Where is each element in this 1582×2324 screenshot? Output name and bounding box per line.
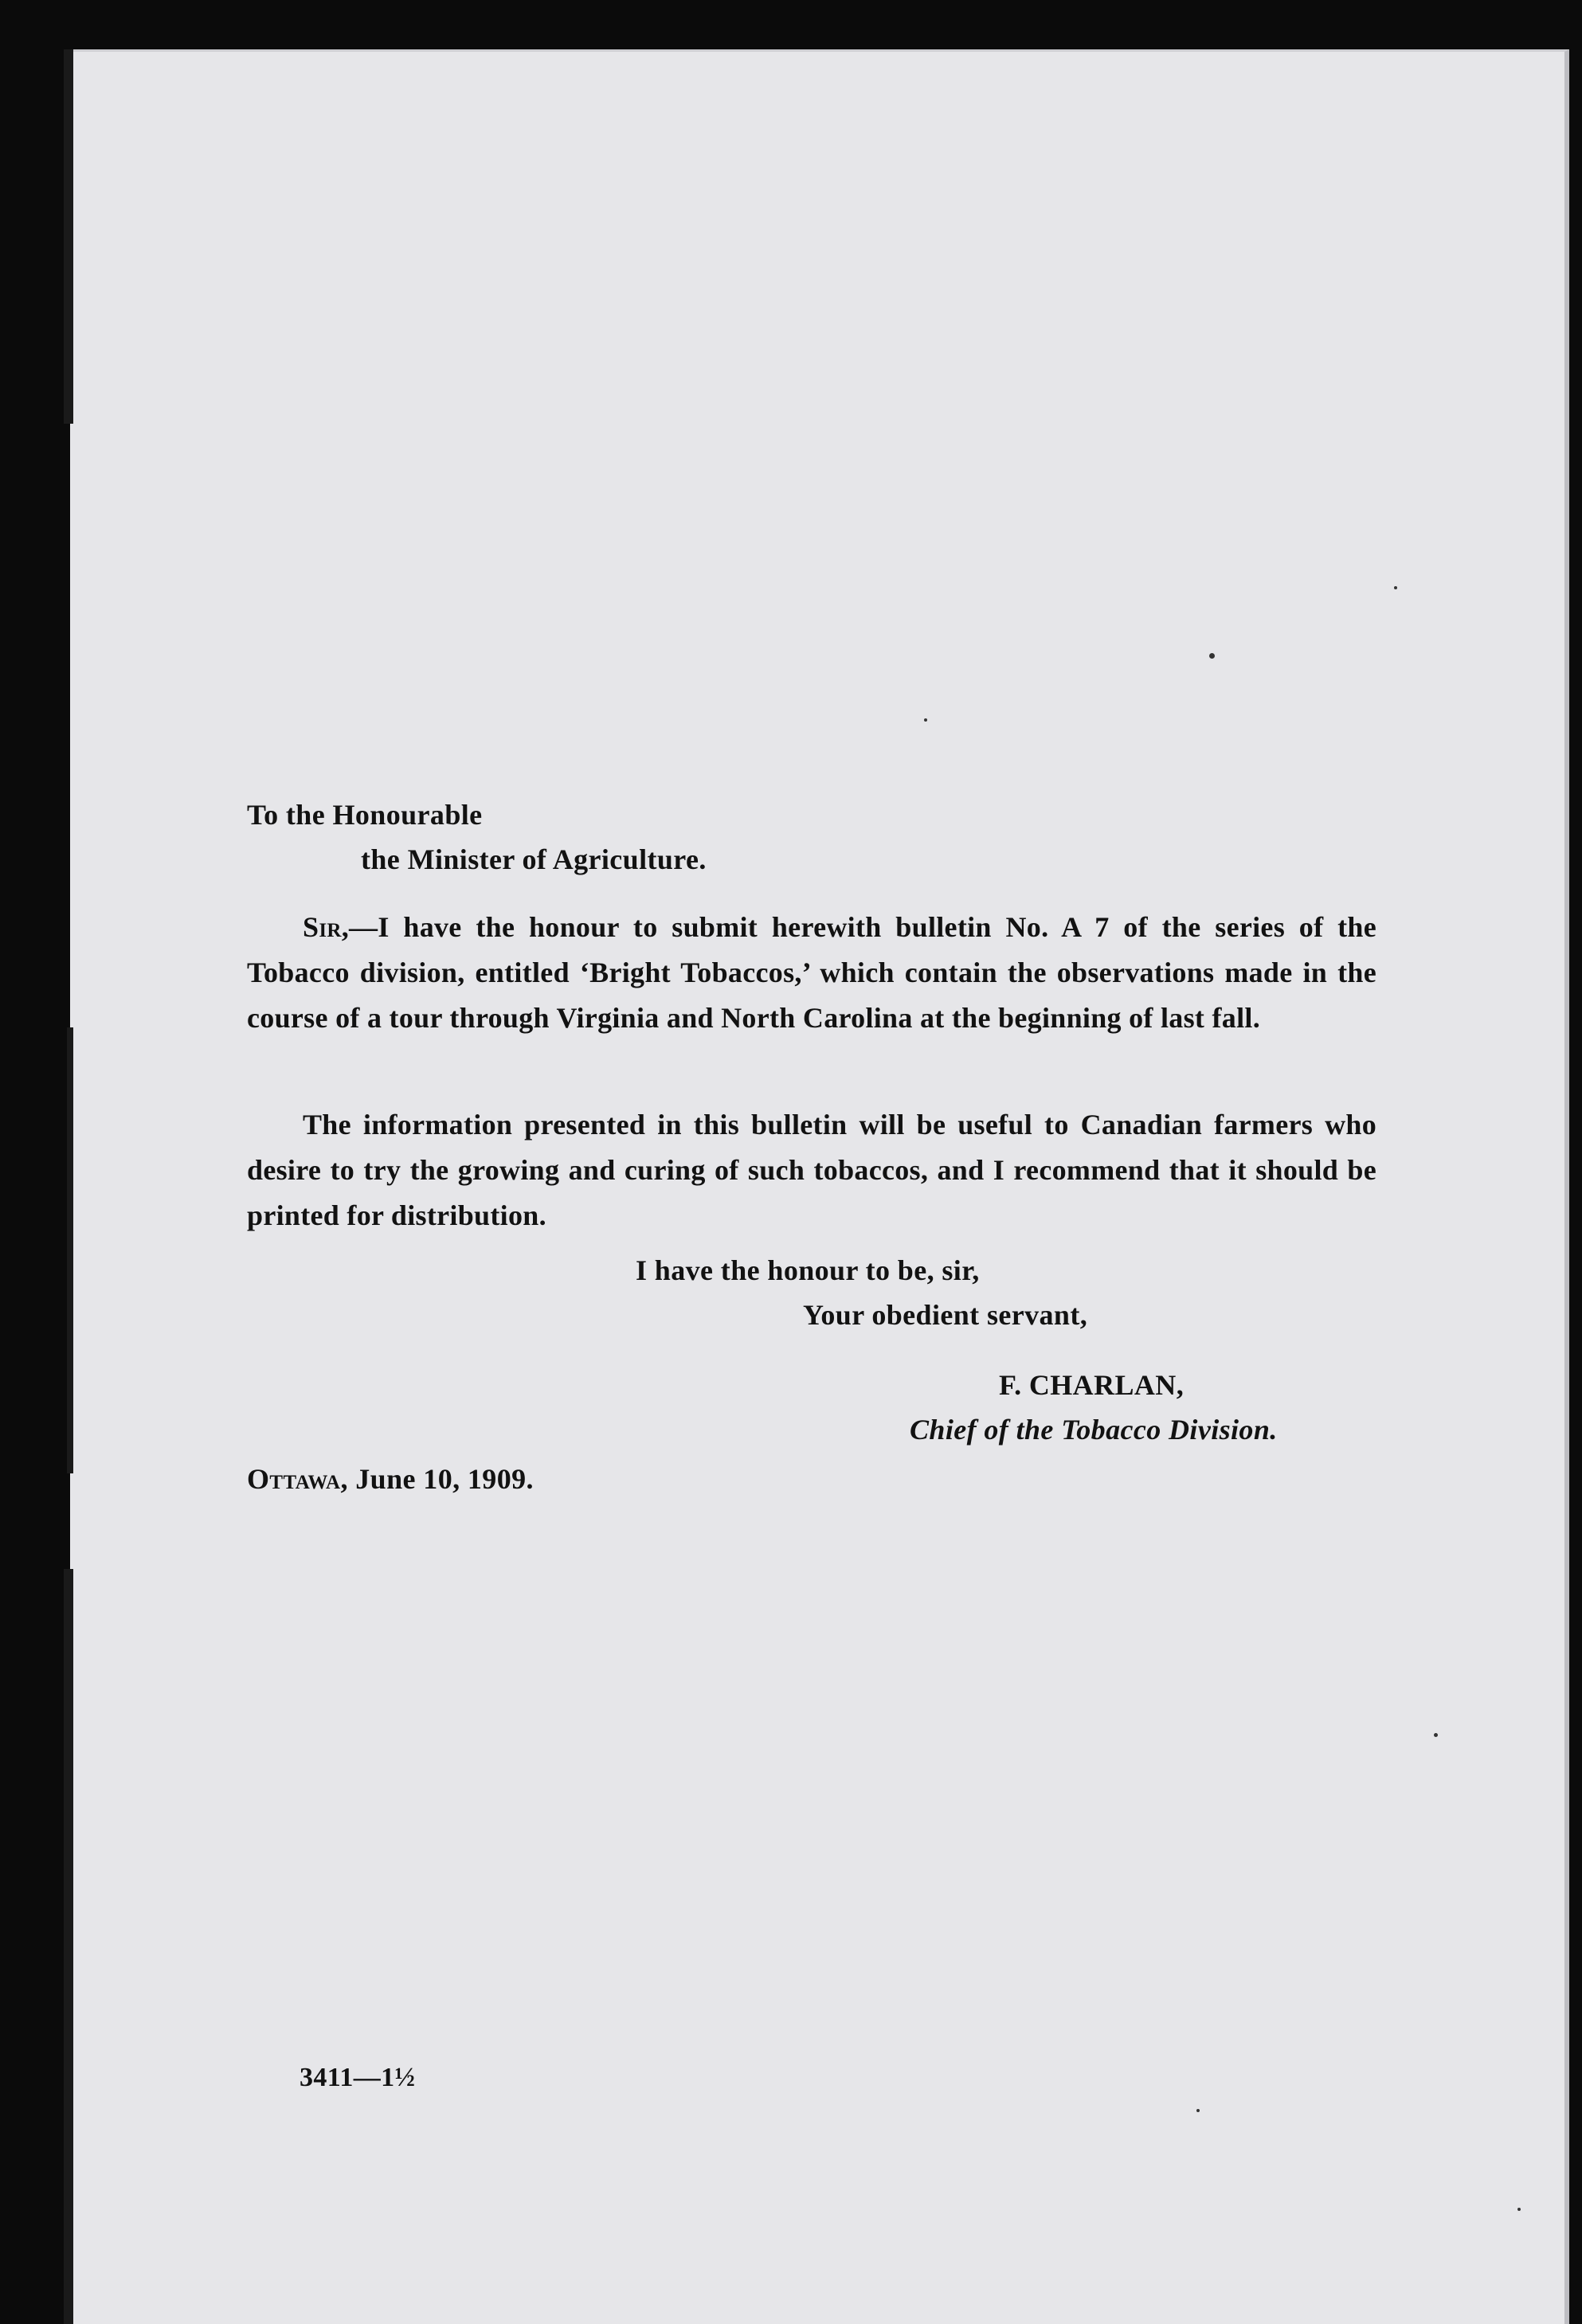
salutation-line-2: the Minister of Agriculture. [361, 843, 707, 875]
place-name: Ottawa [247, 1463, 341, 1495]
paragraph-1 [247, 905, 1376, 1041]
signature-title: Chief of the Tobacco Division. [910, 1414, 1278, 1446]
paragraph-2-body: The information presented in this bulletin will be useful to Canadian farmers who desire to try the growing and curing of such tobaccos, and I recommend that it should be printed for distribution. [247, 1109, 1376, 1231]
paper-speck [1394, 586, 1397, 589]
paper-speck [1517, 2208, 1521, 2211]
signature-name: F. CHARLAN, [999, 1369, 1185, 1401]
paper-speck [1196, 2109, 1200, 2112]
binding-shadow-bottom [64, 1569, 73, 2324]
paper-speck [1209, 653, 1215, 659]
salutation-lead: Sir, [303, 911, 350, 943]
binding-shadow-middle [67, 1027, 73, 1473]
paper-speck [1434, 1733, 1438, 1737]
closing-line-2: Your obedient servant, [803, 1299, 1088, 1331]
paper-speck [924, 718, 927, 722]
salutation-line-1: To the Honourable [247, 799, 483, 831]
paragraph-1-body: —I have the honour to submit herewith bulletin No. A 7 of the series of the Tobacco division, entitled ‘Bright Tobaccos,’ which contain the observations made in the course of a tour through Virginia and North Carolina at the beginning of last fall. [247, 911, 1376, 1034]
paragraph-2 [247, 1102, 1376, 1238]
binding-shadow-top [64, 49, 73, 424]
closing-line-1: I have the honour to be, sir, [636, 1254, 980, 1286]
footer-code: 3411—1½ [300, 2063, 416, 2092]
date-text: , June 10, 1909. [340, 1463, 534, 1495]
place-date-line [247, 1462, 534, 1496]
